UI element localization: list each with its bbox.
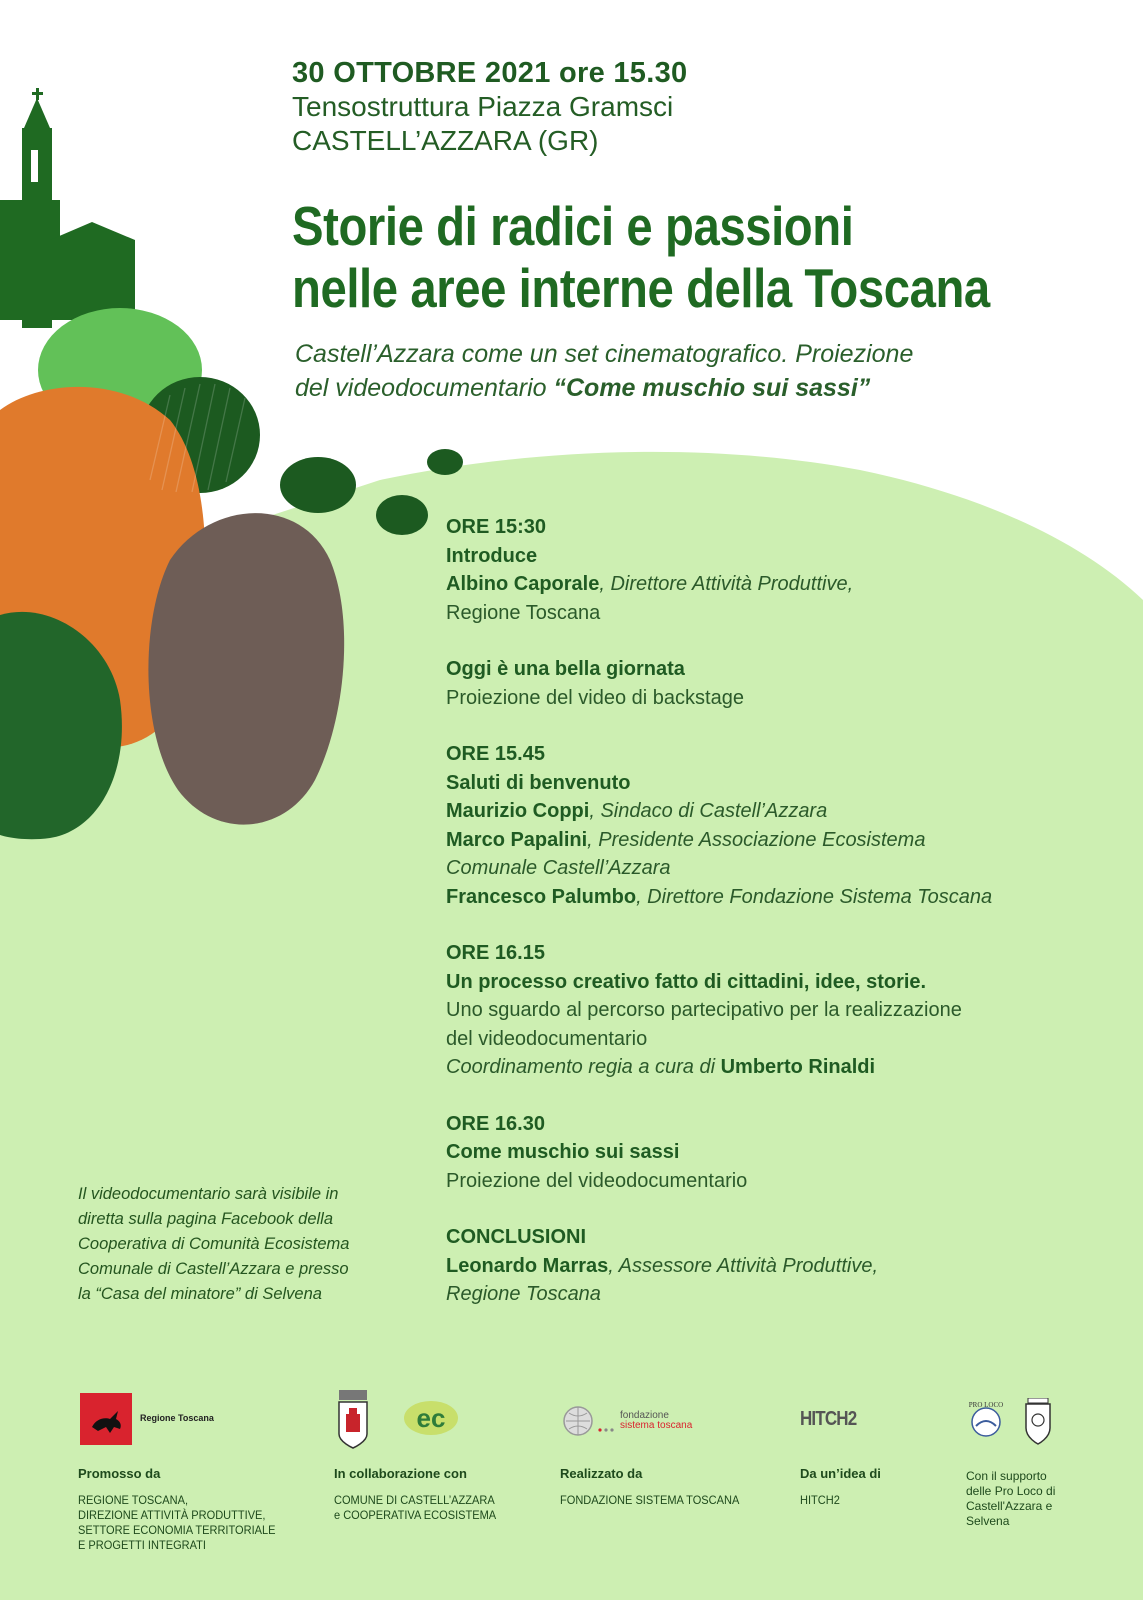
footer-realized-by	[560, 1466, 755, 1508]
footer-value: Con il supporto delle Pro Loco di Castell'Azzara e Selvena	[966, 1469, 1056, 1528]
footer-label: Promosso da	[78, 1466, 161, 1481]
speaker-name: Leonardo Marras	[446, 1254, 609, 1277]
program-description: Uno sguardo al percorso partecipativo per la realizzazione	[446, 999, 962, 1021]
program-block-welcome	[446, 740, 1126, 911]
footer-support	[966, 1469, 1055, 1529]
event-header	[292, 56, 687, 158]
footer-label: Realizzato da	[560, 1466, 643, 1481]
subtitle-line-1: Castell’Azzara come un set cinematografico. Proiezione	[295, 340, 914, 368]
speaker-name: Maurizio Coppi	[446, 800, 590, 822]
speaker-role: , Presidente Associazione Ecosistema	[587, 828, 926, 851]
program-heading: Come muschio sui sassi	[446, 1141, 680, 1163]
speaker-role: , Direttore Fondazione Sistema Toscana	[636, 885, 993, 908]
program-description: Proiezione del video di backstage	[446, 686, 744, 709]
small-dark-blob	[427, 449, 463, 475]
program-time: ORE 16.15	[446, 942, 545, 964]
program-block-screening	[446, 1110, 1126, 1196]
film-title: “Come muschio sui sassi”	[553, 374, 871, 402]
program-time: CONCLUSIONI	[446, 1226, 586, 1248]
program-time: ORE 16.30	[446, 1112, 545, 1135]
ecosistema-logo	[402, 1398, 460, 1443]
event-venue: Tensostruttura Piazza Gramsci	[292, 91, 674, 122]
regione-toscana-logo	[80, 1393, 132, 1450]
program-speaker-line	[446, 826, 1126, 855]
speaker-role-cont: Regione Toscana	[446, 601, 601, 624]
event-date-time: 30 OTTOBRE 2021 ore 15.30	[292, 57, 688, 89]
hitch2-logo: HITCH2	[800, 1408, 857, 1430]
speaker-role-cont: Comunale Castell’Azzara	[446, 857, 671, 879]
program-block-backstage	[446, 655, 1126, 712]
brown-stone-shape	[148, 513, 344, 824]
subtitle-line-2-prefix: del videodocumentario	[295, 374, 554, 402]
speaker-role: , Sindaco di Castell’Azzara	[589, 800, 828, 822]
program-description: Proiezione del videodocumentario	[446, 1169, 748, 1192]
program-block-intro	[446, 513, 1126, 627]
event-subtitle	[295, 337, 913, 405]
program-heading: Introduce	[446, 544, 538, 567]
proloco-selvena-logo	[1020, 1398, 1056, 1451]
program-heading: Saluti di benvenuto	[446, 771, 631, 794]
event-title	[292, 195, 990, 319]
note-line: Cooperativa di Comunità Ecosistema	[78, 1235, 350, 1253]
footer-in-collaboration	[334, 1466, 510, 1523]
program-description: del videodocumentario	[446, 1027, 648, 1050]
small-dark-blob	[280, 457, 356, 513]
comune-castellazzara-logo	[336, 1388, 370, 1455]
program-speaker-line	[446, 1252, 1126, 1281]
program	[446, 513, 1126, 1337]
fondazione-logo-text	[620, 1411, 692, 1431]
program-heading: Un processo creativo fatto di cittadini, idee, storie.	[446, 970, 927, 993]
program-time: ORE 15.45	[446, 743, 545, 765]
program-heading: Oggi è una bella giornata	[446, 658, 685, 680]
streaming-note	[78, 1182, 408, 1307]
subtitle-line-2	[295, 371, 913, 405]
pro-loco-crest-icon	[1020, 1398, 1056, 1446]
credit-prefix: Coordinamento regia a cura di	[446, 1056, 721, 1078]
regione-toscana-logo-text: Regione Toscana	[140, 1413, 214, 1423]
pro-loco-badge-icon	[966, 1398, 1006, 1438]
program-speaker-line	[446, 883, 1126, 912]
footer-idea-by	[800, 1466, 881, 1508]
footer-label: In collaborazione con	[334, 1466, 467, 1481]
church-tower-icon	[0, 88, 135, 328]
event-town: CASTELL’AZZARA (GR)	[292, 125, 599, 156]
program-speaker-line	[446, 570, 1126, 599]
speaker-role: , Assessore Attività Produttive,	[608, 1254, 879, 1277]
note-line: la “Casa del minatore” di Selvena	[78, 1285, 322, 1303]
program-time: ORE 15:30	[446, 516, 547, 538]
ecosistema-icon	[402, 1398, 460, 1438]
credit-name: Umberto Rinaldi	[720, 1056, 876, 1078]
pegasus-icon	[80, 1393, 132, 1445]
footer-value: REGIONE TOSCANA, DIREZIONE ATTIVITÀ PRODUTTIVE, SETTORE ECONOMIA TERRITORIALE E PROGETTI INTEGRATI	[78, 1493, 276, 1552]
speaker-role: , Direttore Attività Produttive,	[599, 573, 854, 595]
note-line: Comunale di Castell’Azzara e presso	[78, 1260, 349, 1278]
fondazione-dots-icon	[598, 1419, 605, 1423]
footer-value: FONDAZIONE SISTEMA TOSCANA	[560, 1493, 740, 1507]
footer-value: COMUNE DI CASTELL’AZZARA e COOPERATIVA ECOSISTEMA	[334, 1493, 497, 1522]
footer-value: HITCH2	[800, 1493, 840, 1507]
title-line-1: Storie di radici e passioni	[292, 195, 854, 257]
pro-loco-label: PRO LOCO	[968, 1401, 1004, 1409]
program-block-conclusions	[446, 1223, 1126, 1309]
program-speaker-line	[446, 797, 1126, 826]
speaker-name: Albino Caporale	[446, 573, 600, 595]
fondazione-sistema-toscana-logo	[562, 1405, 594, 1442]
globe-icon	[562, 1405, 594, 1437]
proloco-castellazzara-logo	[966, 1398, 1006, 1443]
program-block-creative	[446, 939, 1126, 1082]
title-line-2: nelle aree interne della Toscana	[292, 257, 990, 319]
svg-text:ec: ec	[416, 1403, 446, 1433]
footer-promoted-by	[78, 1466, 293, 1553]
sistema-toscana-word: sistema toscana	[620, 1420, 693, 1431]
speaker-name: Francesco Palumbo	[446, 885, 637, 908]
fondazione-word: fondazione	[620, 1410, 669, 1421]
coat-of-arms-icon	[336, 1388, 370, 1450]
program-credit	[446, 1053, 1126, 1082]
speaker-name: Marco Papalini	[446, 828, 588, 851]
footer-label: Da un’idea di	[800, 1466, 881, 1481]
speaker-role-cont: Regione Toscana	[446, 1283, 601, 1305]
note-line: diretta sulla pagina Facebook della	[78, 1210, 334, 1228]
small-dark-blob	[376, 495, 428, 535]
note-line: Il videodocumentario sarà visibile in	[78, 1185, 339, 1203]
